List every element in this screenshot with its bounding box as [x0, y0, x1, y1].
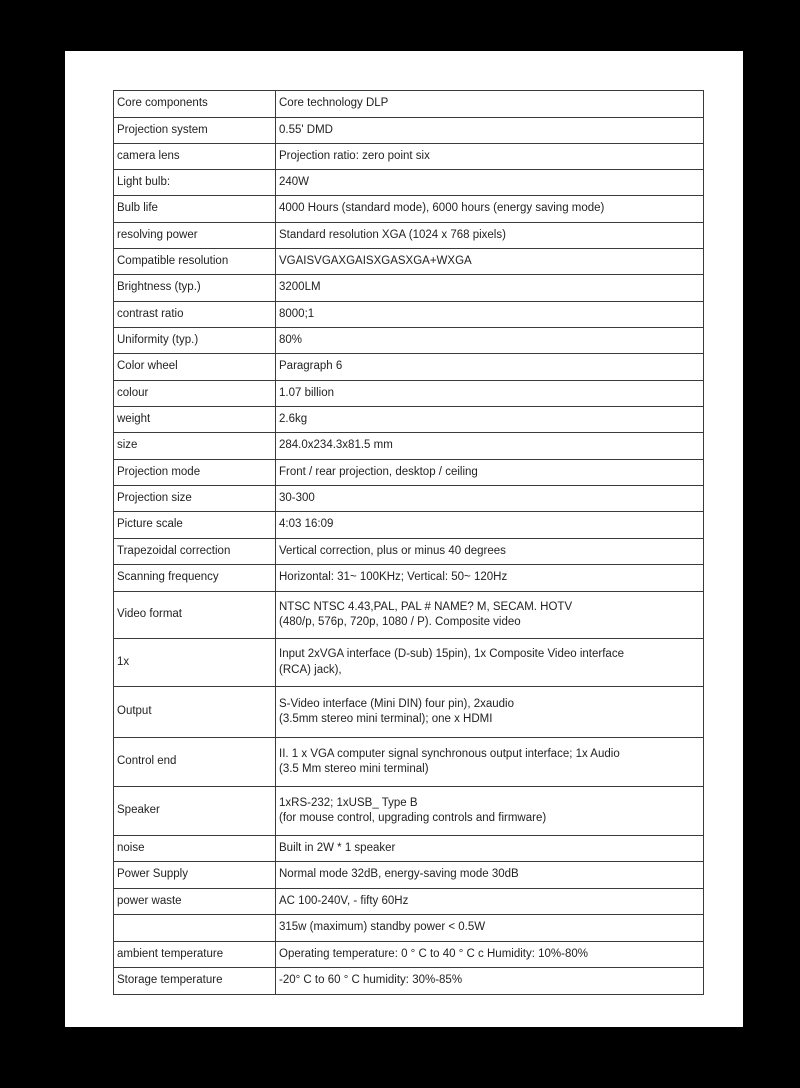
row-label: power waste — [114, 889, 276, 915]
row-value: Operating temperature: 0 ° C to 40 ° C c Humidity: 10%-80% — [276, 942, 704, 968]
row-label: Power Supply — [114, 862, 276, 889]
row-label: Brightness (typ.) — [114, 275, 276, 302]
table-row — [114, 486, 704, 512]
row-label: Picture scale — [114, 512, 276, 539]
table-row — [114, 118, 704, 144]
row-label: Light bulb: — [114, 170, 276, 196]
table-row — [114, 196, 704, 223]
row-label: weight — [114, 407, 276, 433]
row-label: resolving power — [114, 223, 276, 249]
row-label: Color wheel — [114, 354, 276, 381]
table-row — [114, 381, 704, 407]
row-label: Compatible resolution — [114, 249, 276, 275]
table-row — [114, 144, 704, 170]
row-label: Output — [114, 687, 276, 738]
table-row — [114, 968, 704, 995]
row-value: 8000;1 — [276, 302, 704, 328]
row-label: noise — [114, 836, 276, 862]
table-row — [114, 787, 704, 836]
row-label: ambient temperature — [114, 942, 276, 968]
row-value: AC 100-240V, - fifty 60Hz — [276, 889, 704, 915]
row-value: 30-300 — [276, 486, 704, 512]
row-value: Paragraph 6 — [276, 354, 704, 381]
row-value: VGAISVGAXGAISXGASXGA+WXGA — [276, 249, 704, 275]
row-value: -20° C to 60 ° C humidity: 30%-85% — [276, 968, 704, 995]
table-row — [114, 539, 704, 565]
row-label: Projection system — [114, 118, 276, 144]
table-row — [114, 862, 704, 889]
row-value: 1xRS-232; 1xUSB_ Type B (for mouse control, upgrading controls and firmware) — [276, 787, 704, 836]
table-row — [114, 836, 704, 862]
table-row — [114, 687, 704, 738]
row-label: colour — [114, 381, 276, 407]
table-row — [114, 915, 704, 942]
row-value: Input 2xVGA interface (D-sub) 15pin), 1x Composite Video interface (RCA) jack), — [276, 639, 704, 687]
table-row — [114, 249, 704, 275]
table-row — [114, 170, 704, 196]
row-value: 0.55' DMD — [276, 118, 704, 144]
row-label: Scanning frequency — [114, 565, 276, 592]
row-value: 4:03 16:09 — [276, 512, 704, 539]
row-label: camera lens — [114, 144, 276, 170]
row-value: S-Video interface (Mini DIN) four pin), 2xaudio (3.5mm stereo mini terminal); one x HDMI — [276, 687, 704, 738]
row-value: 80% — [276, 328, 704, 354]
table-row — [114, 639, 704, 687]
row-label: size — [114, 433, 276, 460]
row-label — [114, 915, 276, 942]
table-row — [114, 592, 704, 639]
table-row — [114, 223, 704, 249]
table-row — [114, 275, 704, 302]
table-row — [114, 512, 704, 539]
row-label: Projection size — [114, 486, 276, 512]
row-value: 1.07 billion — [276, 381, 704, 407]
row-label: contrast ratio — [114, 302, 276, 328]
spec-table-body — [114, 91, 704, 995]
row-label: Trapezoidal correction — [114, 539, 276, 565]
spec-table — [113, 90, 704, 995]
row-label: Bulb life — [114, 196, 276, 223]
table-row — [114, 460, 704, 486]
row-label: Control end — [114, 738, 276, 787]
row-label: Storage temperature — [114, 968, 276, 995]
row-value: Vertical correction, plus or minus 40 degrees — [276, 539, 704, 565]
table-row — [114, 354, 704, 381]
row-value: Normal mode 32dB, energy-saving mode 30dB — [276, 862, 704, 889]
table-row — [114, 302, 704, 328]
table-row — [114, 328, 704, 354]
row-value: 240W — [276, 170, 704, 196]
row-value: 3200LM — [276, 275, 704, 302]
row-value: 284.0x234.3x81.5 mm — [276, 433, 704, 460]
row-label: 1x — [114, 639, 276, 687]
table-row — [114, 433, 704, 460]
row-value: Standard resolution XGA (1024 x 768 pixels) — [276, 223, 704, 249]
row-label: Speaker — [114, 787, 276, 836]
table-row — [114, 942, 704, 968]
table-row — [114, 91, 704, 118]
row-value: Built in 2W * 1 speaker — [276, 836, 704, 862]
row-label: Uniformity (typ.) — [114, 328, 276, 354]
row-value: 4000 Hours (standard mode), 6000 hours (energy saving mode) — [276, 196, 704, 223]
row-value: 315w (maximum) standby power < 0.5W — [276, 915, 704, 942]
table-row — [114, 889, 704, 915]
row-label: Video format — [114, 592, 276, 639]
row-value: II. 1 x VGA computer signal synchronous output interface; 1x Audio (3.5 Mm stereo mini terminal) — [276, 738, 704, 787]
document-page — [65, 51, 743, 1027]
row-label: Projection mode — [114, 460, 276, 486]
row-value: Horizontal: 31~ 100KHz; Vertical: 50~ 120Hz — [276, 565, 704, 592]
table-row — [114, 738, 704, 787]
row-label: Core components — [114, 91, 276, 118]
row-value: 2.6kg — [276, 407, 704, 433]
row-value: Projection ratio: zero point six — [276, 144, 704, 170]
row-value: NTSC NTSC 4.43,PAL, PAL # NAME? M, SECAM. HOTV (480/p, 576p, 720p, 1080 / P). Composite video — [276, 592, 704, 639]
table-row — [114, 565, 704, 592]
row-value: Front / rear projection, desktop / ceiling — [276, 460, 704, 486]
row-value: Core technology DLP — [276, 91, 704, 118]
table-row — [114, 407, 704, 433]
